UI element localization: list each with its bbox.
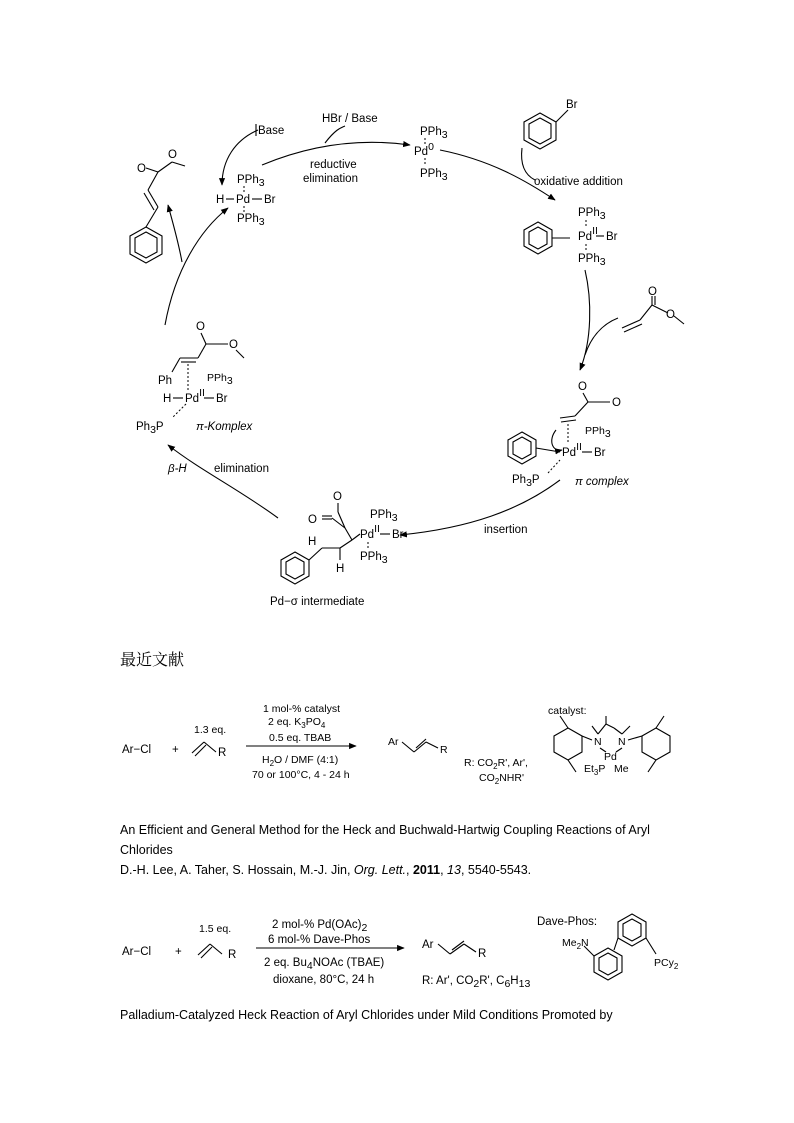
svg-text:PdII: PdII [562,441,582,459]
svg-text:PPh3: PPh3 [578,207,606,222]
r2-product [422,939,486,960]
oxidative-label: oxidative addition [534,176,623,188]
ref1-title: An Efficient and General Method for the Heck and Buchwald-Hartwig Coupling Reactions of Aryl Chlorides [120,823,650,857]
ref1-pages: 5540-5543. [467,863,532,877]
svg-text:O: O [333,491,342,503]
svg-text:PPh3: PPh3 [237,174,265,189]
svg-text:R: R [478,948,487,960]
r1-cond1: 1 mol-% catalyst [263,703,341,715]
r2-rdef: R: Ar', CO2R', C6H13 [422,975,531,990]
svg-text:Pd: Pd [604,751,617,763]
svg-text:PdII: PdII [360,523,380,541]
svg-text:PdII: PdII [185,387,205,405]
svg-text:PPh3: PPh3 [237,213,265,228]
section-heading: 最近文献 [120,650,185,669]
svg-text:PPh3: PPh3 [420,126,448,141]
r2-cond1: 2 mol-% Pd(OAc)2 [272,919,368,934]
svg-text:PCy2: PCy$_2$ [654,957,679,971]
svg-text:Br: Br [264,194,276,206]
r2-eq: 1.5 eq. [199,923,232,935]
reductive-label-2: elimination [303,173,358,185]
svg-text:O: O [229,339,238,351]
base-label: Base [258,125,285,137]
r2-r: R [228,949,237,961]
r2-cond2: 6 mol-% Dave-Phos [268,934,371,946]
svg-text:H: H [336,563,345,575]
svg-text:PPh3: PPh3 [370,509,398,524]
r1-rdef1: R: $CO_2R'$, Ar', [464,757,528,771]
svg-text:O: O [612,397,621,409]
r2-dave-label: Dave-Phos: [537,916,598,928]
reductive-label-1: reductive [310,159,357,171]
r1-cond5: 70 or 100°C, 4 - 24 h [252,769,350,781]
pd-sigma-label: Pd−σ intermediate [270,596,365,608]
svg-text:PPh3: PPh3 [585,425,611,440]
svg-text:Et3P: $Et_3P$ [584,763,606,777]
r1-eq: 1.3 eq. [194,724,227,736]
svg-text:Br: Br [566,99,578,111]
svg-text:Ar: Ar [422,939,434,951]
elimination-label: elimination [214,463,269,475]
svg-text:O: O [168,149,177,161]
svg-text:O: O [137,163,146,175]
r2-cond3: 2 eq. Bu4NOAc (TBAE) [264,957,385,972]
svg-text:PPh3: PPh3 [578,253,606,268]
svg-text:Br: Br [392,529,404,541]
r1-cond3: 0.5 eq. TBAB [269,732,332,744]
ref2-title: Palladium-Catalyzed Heck Reaction of Aryl Chlorides under Mild Conditions Promoted by [120,1008,613,1022]
r1-rdef2: $CO_2NHR'$ [479,772,524,786]
pi-complex-label: π complex [575,476,629,488]
r1-arcl: Ar−Cl [122,744,152,756]
svg-text:Pd: Pd [236,194,251,206]
svg-text:H: H [163,393,172,405]
svg-text:O: O [196,321,205,333]
svg-text:Br: Br [594,447,606,459]
svg-text:Br: Br [606,231,618,243]
pi-komplex-label: π-Komplex [196,421,253,433]
ref1-authors: D.-H. Lee, A. Taher, S. Hossain, M.-J. Jin, [120,863,351,877]
svg-text:R: R [440,744,448,756]
svg-text:Ph: Ph [158,375,173,387]
svg-text:O: O [308,514,317,526]
svg-text:Ph3P: Ph3P [512,474,540,489]
r1-plus: + [172,744,179,756]
r1-cond2: 2 eq. $K_3PO_4$ [268,716,326,730]
ref1-citation: D.-H. Lee, A. Taher, S. Hossain, M.-J. Jin, Org. Lett., 2011, 13, 5540-5543. [120,863,532,877]
svg-text:O: O [666,309,675,321]
ref1-journal: Org. Lett. [353,863,407,877]
r2-plus: + [175,946,182,958]
svg-text:N: N [618,736,626,748]
svg-text:H: H [216,194,225,206]
r2-cond4: dioxane, 80°C, 24 h [273,974,375,986]
svg-text:PPh3: PPh3 [360,551,388,566]
svg-text:O: O [648,286,657,298]
svg-text:O: O [578,381,587,393]
svg-text:PdII: PdII [578,225,598,243]
svg-text:H: H [308,536,317,548]
svg-text:Me: Me [614,763,629,775]
r2-arcl: Ar−Cl [122,946,152,958]
svg-text:Ar: Ar [388,736,399,748]
r1-catalyst-label: catalyst: [548,705,587,717]
r1-r: R [218,747,227,759]
hbr-label: HBr / Base [322,113,378,125]
svg-text:Me2N: $Me_2N$ [562,937,589,951]
svg-text:Br: Br [216,393,228,405]
svg-text:PPh3: PPh3 [420,168,448,183]
beta-h-label: β-H [168,463,187,475]
svg-text:N: N [594,736,602,748]
svg-text:PPh3: PPh3 [207,372,233,387]
ref1-year: 2011 [412,863,441,877]
r2-alkene [198,944,222,958]
ref1-volume: 13 [447,863,461,877]
insertion-label: insertion [484,524,528,536]
r1-cond4: $H_2O$ / DMF (4:1) [262,754,339,768]
svg-text:Ph3P: Ph3P [136,421,164,436]
svg-text:Pd0: Pd0 [414,141,434,158]
